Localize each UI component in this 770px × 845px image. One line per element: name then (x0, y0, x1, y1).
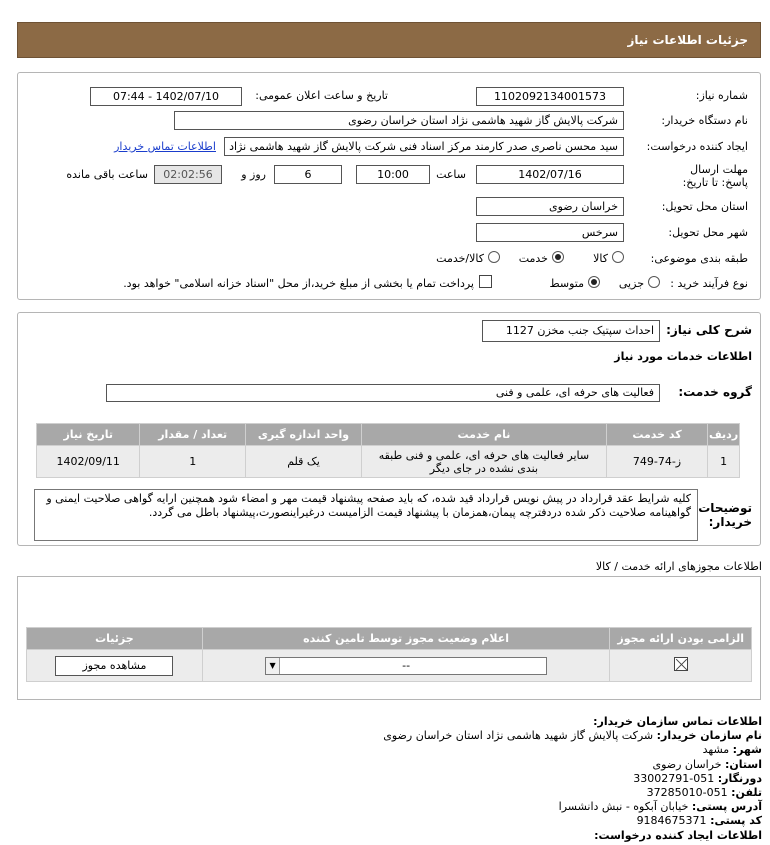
contact-phone-row (383, 786, 762, 800)
treasury-note: پرداخت تمام یا بخشی از مبلغ خرید،از محل "اسناد خزانه اسلامی" خواهد بود. (123, 277, 474, 290)
creator-field: سید محسن ناصری صدر کارمند مرکز اسناد فنی شرکت پالایش گاز شهید هاشمی نژاد (224, 137, 624, 156)
cell-date: 1402/09/11 (37, 446, 140, 478)
process-minor-label: جزیی (618, 277, 644, 290)
services-table (36, 423, 740, 478)
col-name: نام خدمت (362, 424, 607, 446)
cell-unit: یک قلم (245, 446, 361, 478)
page-title: جزئیات اطلاعات نیاز (627, 33, 748, 47)
contact-phone-label: تلفن: (731, 786, 762, 800)
creator-info-title: اطلاعات ایجاد کننده درخواست: (594, 828, 762, 842)
table-row (37, 446, 740, 478)
permit-status-select[interactable] (265, 657, 547, 675)
cell-code: ز-74-749 (606, 446, 707, 478)
page-header (17, 22, 761, 58)
need-details-panel (17, 312, 761, 546)
col-date: تاریخ نیاز (37, 424, 140, 446)
deadline-label: مهلت ارسال پاسخ: تا تاریخ: (682, 163, 748, 189)
summary-field: احداث سپتیک جنب مخزن 1127 (482, 320, 660, 342)
category-goods-label: کالا (593, 252, 608, 265)
summary-label: شرح کلی نیاز: (666, 323, 752, 337)
services-title: اطلاعات خدمات مورد نیاز (614, 350, 752, 363)
process-medium-radio[interactable] (588, 276, 600, 288)
buyer-label: نام دستگاه خریدار: (661, 114, 748, 127)
table-row (27, 650, 752, 682)
buyer-contact-link[interactable]: اطلاعات تماس خریدار (114, 140, 216, 153)
creator-label: ایجاد کننده درخواست: (646, 140, 748, 153)
services-table-header (37, 424, 740, 446)
city-field: سرخس (476, 223, 624, 242)
service-group-label: گروه خدمت: (678, 385, 752, 399)
contact-org-row (383, 729, 762, 743)
contact-city-row (383, 743, 762, 757)
time-label: ساعت (436, 168, 466, 181)
contact-postal-row (383, 814, 762, 828)
contact-postal-label: کد پستی: (710, 814, 762, 828)
city-label: شهر محل تحویل: (668, 226, 748, 239)
days-field: 6 (274, 165, 342, 184)
permits-table-header (27, 628, 752, 650)
chevron-down-icon[interactable]: ▼ (266, 658, 280, 674)
contact-city-value: مشهد (702, 743, 730, 757)
cell-required (610, 650, 752, 682)
contact-province-row (383, 758, 762, 772)
deadline-date-field: 1402/07/16 (476, 165, 624, 184)
contact-fax-label: دورنگار: (717, 771, 762, 785)
need-number-label: شماره نیاز: (695, 89, 748, 102)
buyer-contact-info (383, 715, 762, 843)
province-field: خراسان رضوی (476, 197, 624, 216)
contact-city-label: شهر: (732, 743, 762, 757)
category-service-radio[interactable] (552, 251, 564, 263)
contact-address-row (383, 800, 762, 814)
col-qty: تعداد / مقدار (140, 424, 246, 446)
contact-postal-value: 9184675371 (636, 814, 707, 828)
cell-qty: 1 (140, 446, 246, 478)
col-unit: واحد اندازه گیری (245, 424, 361, 446)
process-label: نوع فرآیند خرید : (670, 277, 748, 290)
buyer-notes-field: کلیه شرایط عقد قرارداد در پیش نویس قرارداد قید شده، که باید صفحه پیشنهاد قیمت مهر و امضاء شود همچنین ارایه گواهی صلاحیت ایمنی و گواهینامه صلاحیت ذکر شده دردفترچه پیمان،همزمان با پیشنهاد قیمت الزامیست درغیراینصورت،پیشنهاد باطل می گردد. (34, 489, 698, 541)
col-details: جزئیات (27, 628, 203, 650)
announce-field: 1402/07/10 - 07:44 (90, 87, 242, 106)
col-status: اعلام وضعیت مجوز توسط تامین کننده (202, 628, 610, 650)
cell-details (27, 650, 203, 682)
treasury-checkbox[interactable] (479, 275, 492, 288)
permits-table (26, 627, 752, 682)
category-label: طبقه بندی موضوعی: (650, 252, 748, 265)
cell-status (202, 650, 610, 682)
buyer-notes-label: توضیحات خریدار: (698, 501, 752, 529)
announce-label: تاریخ و ساعت اعلان عمومی: (255, 89, 388, 102)
category-goods-service-radio[interactable] (488, 251, 500, 263)
category-goods-radio[interactable] (612, 251, 624, 263)
contact-province-label: استان: (725, 757, 762, 771)
deadline-time-field: 10:00 (356, 165, 430, 184)
col-row: ردیف (708, 424, 740, 446)
contact-address-value: خیابان آبکوه - نبش دانشسرا (558, 800, 689, 814)
cell-row: 1 (708, 446, 740, 478)
contact-phone-value: 051-37285010 (646, 786, 728, 800)
permit-status-value: -- (402, 658, 411, 672)
contact-org-label: نام سازمان خریدار: (656, 729, 762, 743)
remaining-time-field: 02:02:56 (154, 165, 222, 184)
view-permit-button[interactable]: مشاهده مجوز (55, 656, 173, 676)
col-code: کد خدمت (606, 424, 707, 446)
province-label: استان محل تحویل: (661, 200, 748, 213)
remaining-label: ساعت باقی مانده (66, 168, 148, 181)
general-info-panel (17, 72, 761, 300)
category-goods-service-label: کالا/خدمت (436, 252, 484, 265)
buyer-field: شرکت پالایش گاز شهید هاشمی نژاد استان خراسان رضوی (174, 111, 624, 130)
required-checkbox[interactable] (674, 657, 688, 671)
contact-province-value: خراسان رضوی (652, 757, 722, 771)
process-minor-radio[interactable] (648, 276, 660, 288)
contact-fax-row (383, 772, 762, 786)
need-number-field: 1102092134001573 (476, 87, 624, 106)
contact-org-value: شرکت پالایش گاز شهید هاشمی نژاد استان خراسان رضوی (383, 729, 654, 743)
category-service-label: خدمت (518, 252, 548, 265)
service-group-field: فعالیت های حرفه ای، علمی و فنی (106, 384, 660, 402)
process-medium-label: متوسط (549, 277, 584, 290)
col-required: الزامی بودن ارائه مجوز (610, 628, 752, 650)
permits-panel (17, 576, 761, 700)
contact-title: اطلاعات تماس سازمان خریدار: (593, 715, 762, 728)
contact-fax-value: 051-33002791 (633, 771, 715, 785)
contact-address-label: آدرس پستی: (691, 800, 762, 814)
cell-name: سایر فعالیت های حرفه ای، علمی و فنی طبقه بندی نشده در جای دیگر (362, 446, 607, 478)
permits-title: اطلاعات مجوزهای ارائه خدمت / کالا (595, 560, 762, 573)
days-label: روز و (241, 168, 266, 181)
